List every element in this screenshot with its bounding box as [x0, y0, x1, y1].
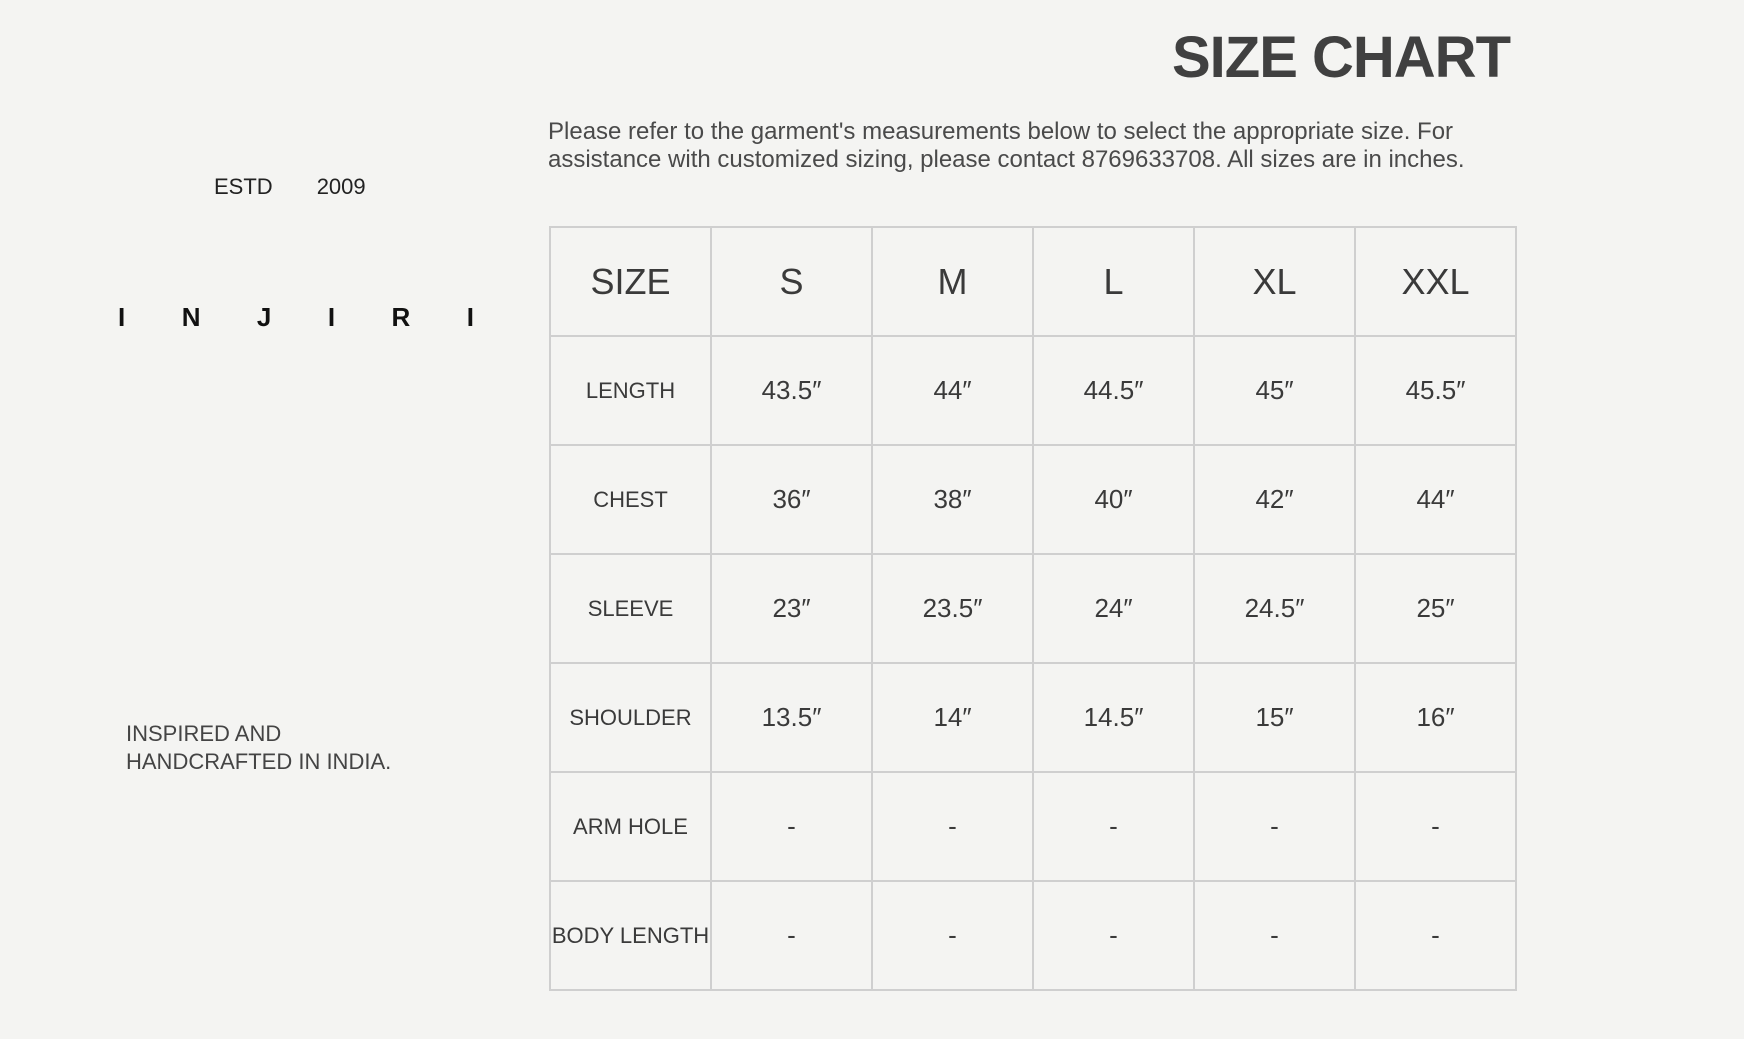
table-cell: -: [711, 772, 872, 881]
table-cell: 36″: [711, 445, 872, 554]
row-label: LENGTH: [550, 336, 711, 445]
table-cell: 45″: [1194, 336, 1355, 445]
table-header-row: [550, 227, 1516, 336]
table-cell: 14.5″: [1033, 663, 1194, 772]
table-cell: 44″: [1355, 445, 1516, 554]
estd-text: ESTD: [214, 174, 273, 199]
table-cell: 24.5″: [1194, 554, 1355, 663]
table-cell: 15″: [1194, 663, 1355, 772]
intro-line-1: Please refer to the garment's measurements below to select the appropriate size. For: [548, 118, 1454, 145]
table-cell: 24″: [1033, 554, 1194, 663]
estd-year: 2009: [316, 174, 366, 199]
brand-logo: [118, 302, 474, 333]
table-row-length: [550, 336, 1516, 445]
table-cell: 44.5″: [1033, 336, 1194, 445]
brand-letter: I: [466, 302, 474, 332]
table-cell: -: [1355, 772, 1516, 881]
table-row-sleeve: [550, 554, 1516, 663]
brand-letter: R: [391, 302, 411, 332]
row-label: CHEST: [550, 445, 711, 554]
table-cell: 23.5″: [872, 554, 1033, 663]
column-header-xl: XL: [1194, 227, 1355, 336]
intro-text: [548, 118, 1508, 174]
table-cell: 25″: [1355, 554, 1516, 663]
table-cell: 43.5″: [711, 336, 872, 445]
column-header-s: S: [711, 227, 872, 336]
table-cell: -: [1033, 881, 1194, 990]
table-cell: 38″: [872, 445, 1033, 554]
brand-letter: N: [181, 302, 201, 332]
table-cell: 14″: [872, 663, 1033, 772]
table-cell: 16″: [1355, 663, 1516, 772]
tagline-line-2: HANDCRAFTED IN INDIA.: [126, 749, 392, 774]
column-header-m: M: [872, 227, 1033, 336]
column-header-size: SIZE: [550, 227, 711, 336]
row-label: SLEEVE: [550, 554, 711, 663]
table-row-arm-hole: [550, 772, 1516, 881]
brand-letter: I: [327, 302, 336, 332]
page-title: SIZE CHART: [1172, 25, 1510, 90]
table-cell: 42″: [1194, 445, 1355, 554]
table-cell: -: [1033, 772, 1194, 881]
table-cell: 40″: [1033, 445, 1194, 554]
row-label: BODY LENGTH: [550, 881, 711, 990]
table-cell: -: [1194, 772, 1355, 881]
table-cell: 44″: [872, 336, 1033, 445]
tagline-line-1: INSPIRED AND: [126, 721, 282, 746]
table-cell: 23″: [711, 554, 872, 663]
established-label: [214, 174, 366, 200]
table-cell: -: [1194, 881, 1355, 990]
size-table: [549, 226, 1517, 991]
table-cell: 45.5″: [1355, 336, 1516, 445]
table-cell: -: [1355, 881, 1516, 990]
column-header-xxl: XXL: [1355, 227, 1516, 336]
table-cell: -: [711, 881, 872, 990]
table-cell: 13.5″: [711, 663, 872, 772]
intro-line-2: assistance with customized sizing, please contact 8769633708. All sizes are in inches.: [548, 146, 1465, 173]
table-cell: -: [872, 881, 1033, 990]
row-label: ARM HOLE: [550, 772, 711, 881]
table-row-body-length: [550, 881, 1516, 990]
table-row-chest: [550, 445, 1516, 554]
row-label: SHOULDER: [550, 663, 711, 772]
table-cell: -: [872, 772, 1033, 881]
column-header-l: L: [1033, 227, 1194, 336]
table-row-shoulder: [550, 663, 1516, 772]
brand-letter: J: [256, 302, 272, 332]
brand-letter: I: [118, 302, 126, 332]
brand-tagline: [126, 720, 391, 776]
